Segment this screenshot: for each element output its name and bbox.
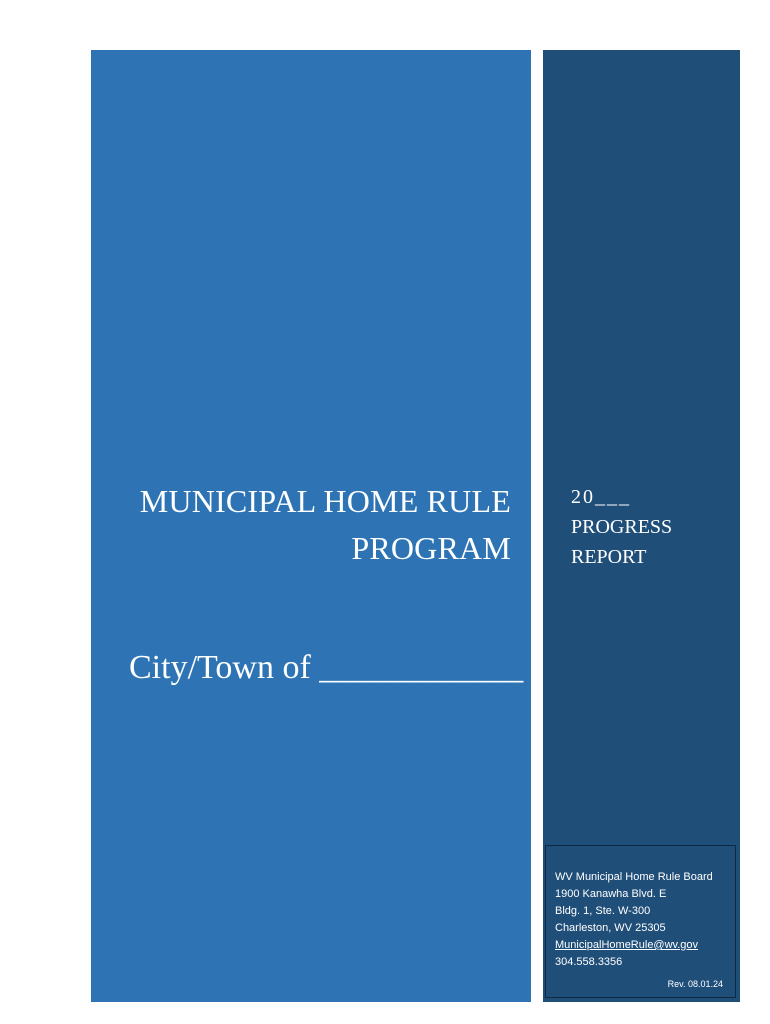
contact-email-link[interactable]: MunicipalHomeRule@wv.gov (555, 939, 699, 951)
report-title-line-1: PROGRESS (571, 516, 673, 538)
report-title-line-2: REPORT (571, 546, 647, 568)
contact-address-line-1: 1900 Kanawha Blvd. E (555, 888, 667, 900)
contact-phone: 304.558.3356 (555, 956, 623, 968)
program-title-line-1: MUNICIPAL HOME RULE (139, 483, 511, 519)
contact-org: WV Municipal Home Rule Board (555, 871, 713, 883)
report-year: 20___ (571, 486, 631, 508)
report-title (571, 482, 672, 572)
revision-label: Rev. 08.01.24 (667, 979, 723, 989)
contact-address-line-2: Bldg. 1, Ste. W-300 (555, 905, 651, 917)
cover-right-panel (543, 50, 740, 1002)
program-title (140, 478, 511, 572)
cover-left-panel (91, 50, 531, 1002)
contact-city-state: Charleston, WV 25305 (555, 922, 666, 934)
contact-info-box (545, 845, 736, 998)
program-title-line-2: PROGRAM (351, 530, 511, 566)
city-town-field: City/Town of ____________ (129, 649, 524, 686)
